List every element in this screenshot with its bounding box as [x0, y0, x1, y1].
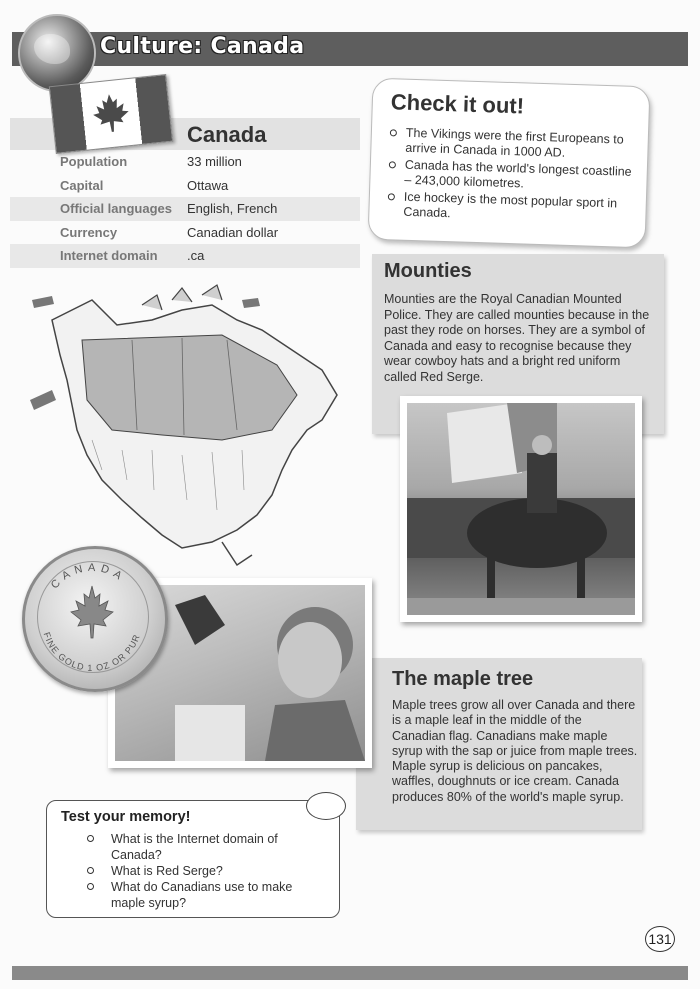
list-item: What do Canadians use to make maple syrup?: [87, 879, 327, 911]
test-your-memory-box: [46, 800, 340, 918]
coin-face: [22, 546, 162, 686]
check-it-out-box: [368, 78, 651, 249]
footer-bar: [12, 966, 688, 980]
photo-image: [407, 403, 635, 615]
fact-value: English, French: [187, 201, 278, 216]
gold-coin: [22, 546, 168, 692]
page-title: Culture: Canada: [100, 34, 305, 59]
page-number: 131: [645, 926, 675, 952]
fact-list: [385, 125, 638, 229]
fact-value: 33 million: [187, 154, 242, 169]
fact-value: Ottawa: [187, 177, 229, 193]
canada-flag: [49, 74, 173, 154]
mounties-text: Mounties are the Royal Canadian Mounted Police. They are called mounties because in the past they rode on horses. They are a symbol of Canada and easy to recognise because they wear cowboy hats and a bright red uniform called Red Serge.: [384, 292, 650, 384]
fact-key: Capital: [60, 177, 104, 193]
photo-mountie-on-horse: [400, 396, 642, 622]
fact-key: Currency: [60, 224, 118, 240]
maple-leaf-icon: [88, 90, 134, 136]
fact-row-currency: [10, 221, 360, 245]
coin-bottom-text: FINE GOLD 1 OZ OR PUR: [41, 630, 142, 674]
list-item: The Vikings were the first Europeans to arrive in Canada in 1000 AD.: [387, 125, 638, 163]
maple-tree-heading: The maple tree: [392, 668, 534, 690]
globe-icon: [18, 14, 96, 92]
coin-top-text: CANADA: [48, 561, 128, 592]
fact-key: Population: [60, 154, 128, 169]
maple-tree-text: Maple trees grow all over Canada and there is a maple leaf in the middle of the Canadian flag. Canadians make maple syrup with the sap or juice from maple trees. Maple syrup is delicious on pancakes, waffles, doughnuts or ice cream. Canada produces 80% of the world's maple syrup.: [392, 698, 638, 804]
mounties-heading: Mounties: [384, 260, 472, 282]
fact-value: .ca: [187, 248, 205, 263]
check-it-out-title: Check it out!: [390, 89, 525, 119]
fact-value: Canadian dollar: [187, 224, 279, 240]
fact-row-capital: [10, 174, 360, 198]
fact-row-domain: [10, 244, 360, 268]
fact-key: Official languages: [60, 201, 172, 216]
list-item: What is Red Serge?: [87, 863, 327, 879]
fact-row-population: [10, 150, 360, 174]
list-item: Canada has the world's longest coastline – 243,000 kilometres.: [386, 157, 637, 195]
memory-heading: Test your memory!: [61, 809, 191, 825]
country-name: Canada: [187, 122, 267, 147]
maple-tree-section: [356, 658, 642, 830]
list-item: What is the Internet domain of Canada?: [87, 831, 327, 863]
fact-row-languages: [10, 197, 360, 221]
list-item: Ice hockey is the most popular sport in Canada.: [385, 189, 636, 227]
maple-leaf-icon: [71, 586, 113, 638]
speech-bubble-icon: [306, 792, 346, 820]
question-list: [87, 831, 327, 911]
fact-key: Internet domain: [60, 248, 158, 263]
map-north-america: [22, 280, 352, 570]
